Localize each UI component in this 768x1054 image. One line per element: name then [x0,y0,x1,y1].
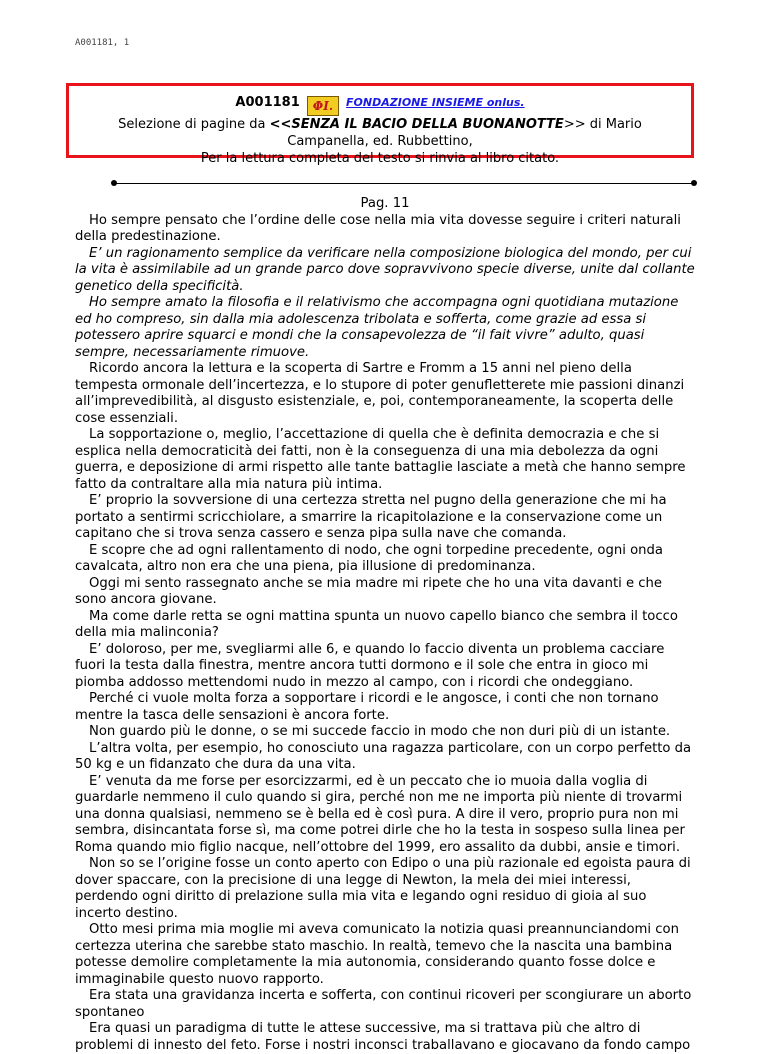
divider-line [114,183,694,184]
paragraph: Era quasi un paradigma di tutte le attese successive, ma si trattava più che altro di problemi di innesto del feto. Forse i nostri inconsci traballavano e giocavano da fondo campo [75,1021,691,1053]
book-title: <<SENZA IL BACIO DELLA BUONANOTTE [269,117,564,132]
paragraph: Non so se l’origine fosse un conto aperto con Edipo o una più razionale ed egoista paura di dover spaccare, con la precisione di una legge di Newton, la mela dei miei interessi, perdendo ogni diritto di prelazione sulla mia vita e legando ogni residuo di gioia al suo incerto destino. [75,856,691,921]
page-identifier: A001181, 1 [75,38,130,48]
divider-right-dot [691,180,697,186]
paragraph: Era stata una gravidanza incerta e sofferta, con continui ricoveri per scongiurare un aborto spontaneo [75,988,692,1020]
paragraph: Non guardo più le donne, o se mi succede faccio in modo che non duri più di un istante. [89,724,671,739]
paragraph: Otto mesi prima mia moglie mi aveva comunicato la notizia quasi preannunciandomi con certezza uterina che sarebbe stato maschio. In realtà, temevo che la nascita una bambina potesse demolire completamente la mia autonomia, considerando quanto fosse dolce e immaginabile questo nuovo rapporto. [75,922,679,987]
paragraph: E’ proprio la sovversione di una certezza stretta nel pugno della generazione che mi ha portato a sentirmi scricchiolare, a smarrire la ricapitolazione e la conservazione come un capitano che si trova senza cassero e senza pipa sulla nave che comanda. [75,493,667,541]
paragraph: E’ doloroso, per me, svegliarmi alle 6, e quando lo faccio diventa un problema cacciare fuori la testa dalla finestra, mentre ancora tutti dormono e il sole che entra in gioco mi piomba addosso mettendomi nudo in mezzo al campo, con i ricordi che ondeggiano. [75,641,665,690]
selection-intro: Selezione di pagine da [118,117,270,132]
paragraph: E scopre che ad ogni rallentamento di nodo, che ogni torpedine precedente, ogni onda cavalcata, altro non era che una piena, pia illusione di predominanza. [75,542,663,574]
paragraph: Oggi mi sento rassegnato anche se mia madre mi ripete che ho una vita davanti e che sono ancora giovane. [75,575,663,607]
paragraph: L’altra volta, per esempio, ho conosciuto una ragazza particolare, con un corpo perfetto da 50 kg e un fidanzato che dura da una vita. [75,740,692,772]
header-line-4: Per la lettura completa del testo si rinvia al libro citato. [200,151,560,166]
header-line-3: Campanella, ed. Rubbettino, [287,134,473,149]
document-code: A001181 [235,95,300,110]
foundation-link[interactable]: FONDAZIONE INSIEME onlus. [346,96,525,109]
header-line-2 [69,116,691,133]
body-text [75,196,695,1054]
paragraph: E’ venuta da me forse per esorcizzarmi, ed è un peccato che io muoia dalla voglia di guardarle nemmeno il culo quando si gira, perché non me ne importa più niente di trovarmi una donna qualsiasi, nemmeno se è bella ed è così pura. A dire il vero, proprio pura non mi sembra, disincantata forse sì, ma come potrei dirle che ho la testa in sospeso sulla linea per Roma quando mio figlio nacque, nell’ottobre del 1999, ero assalito da dubbi, ansie e timori. [75,773,685,855]
paragraph: La sopportazione o, meglio, l’accettazione di quella che è definita democrazia e che si esplica nella democraticità dei fatti, non è la conseguenza di una mia debolezza da ogni guerra, e deposizione di armi rispetto alle tante battaglie lasciate a metà che hanno sempre fatto da contraltare alla mia natura più intima. [75,427,686,492]
foundation-logo-icon: ΦI. [307,96,339,116]
paragraph: Ricordo ancora la lettura e la scoperta di Sartre e Fromm a 15 anni nel pieno della tempesta ormonale dell’incertezza, e lo stupore di poter genufletterete mie passioni dinanzi all’imprevedibilità, al disgusto esistenziale, e, poi, contemporaneamente, la scoperta delle cose essenziali. [75,361,685,426]
paragraph: Ho sempre pensato che l’ordine delle cose nella mia vita dovesse seguire i criteri naturali della predestinazione. [75,212,681,244]
header-box [66,83,694,166]
header-line-1 [69,94,691,116]
page-reference: Pag. 11 [360,196,410,211]
paragraph: Ma come darle retta se ogni mattina spunta un nuovo capello bianco che sembra il tocco della mia malinconia? [75,608,678,640]
paragraph: E’ un ragionamento semplice da verificare nella composizione biologica del mondo, per cui la vita è assimilabile ad un grande parco dove sopravvivono specie diverse, unite dal collante genetico della specificità. [75,245,695,294]
author-intro: >> di Mario [563,117,642,132]
paragraph: Ho sempre amato la filosofia e il relativismo che accompagna ogni quotidiana mutazione ed ho compreso, sin dalla mia adolescenza tribolata e sofferta, come grazie ad essa si potessero aprire squarci e mondi che la consapevolezza de “il fait vivre” adulto, quasi sempre, necessariamente rimuove. [75,295,679,360]
paragraph: Perché ci vuole molta forza a sopportare i ricordi e le angosce, i conti che non tornano mentre la tasca delle sensazioni è ancora forte. [75,691,659,723]
